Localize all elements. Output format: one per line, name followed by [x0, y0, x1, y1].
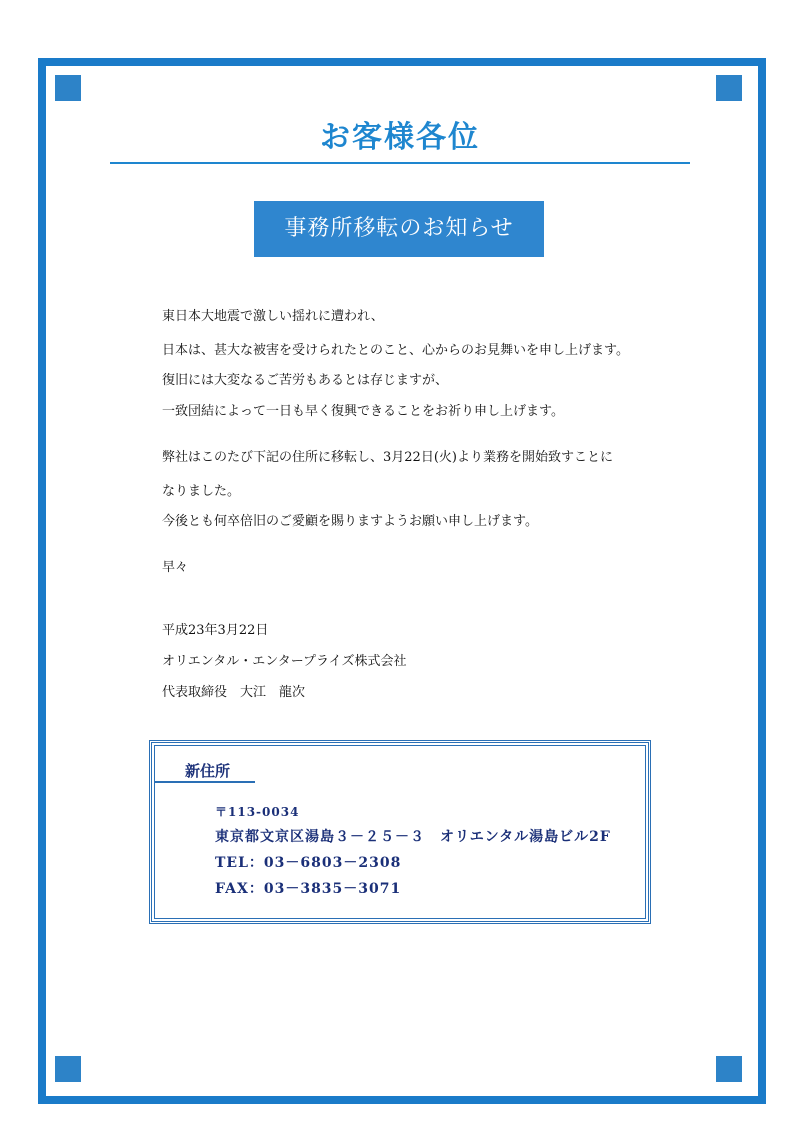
paragraph1-line4: 一致団結によって一日も早く復興できることをお祈り申し上げます。 [162, 404, 564, 419]
title-underline [110, 162, 690, 164]
paragraph1-line3: 復旧には大変なるご苦労もあるとは存じますが、 [162, 373, 449, 388]
street-address: 東京都文京区湯島３－２５－３ オリエンタル湯島ビル2F [215, 829, 611, 845]
address-heading-underline [155, 781, 255, 783]
page-title: お客様各位 [320, 120, 480, 155]
notice-banner: 事務所移転のお知らせ [254, 201, 544, 257]
corner-square-bottom-right [716, 1056, 742, 1082]
address-heading: 新住所 [185, 762, 231, 780]
fax-number: FAX：03－3835－3071 [215, 881, 402, 897]
corner-square-top-left [55, 75, 81, 101]
date-text: 平成23年3月22日 [162, 623, 269, 638]
paragraph1-line1: 東日本大地震で激しい揺れに遭われ、 [162, 309, 384, 324]
corner-square-top-right [716, 75, 742, 101]
representative-name: 代表取締役 大江 龍次 [162, 685, 306, 700]
closing-text: 早々 [162, 560, 189, 575]
paragraph1-line2: 日本は、甚大な被害を受けられたとのこと、心からのお見舞いを申し上げます。 [162, 343, 629, 358]
corner-square-bottom-left [55, 1056, 81, 1082]
company-name: オリエンタル・エンタープライズ株式会社 [162, 654, 407, 669]
postal-code: 〒113-0034 [215, 805, 300, 819]
paragraph2-line3: 今後とも何卒倍旧のご愛顧を賜りますようお願い申し上げます。 [162, 514, 538, 529]
tel-number: TEL：03－6803－2308 [215, 855, 402, 871]
paragraph2-line2: なりました。 [162, 484, 241, 499]
paragraph2-line1: 弊社はこのたび下記の住所に移転し、3月22日(火)より業務を開始致すことに [162, 450, 613, 465]
